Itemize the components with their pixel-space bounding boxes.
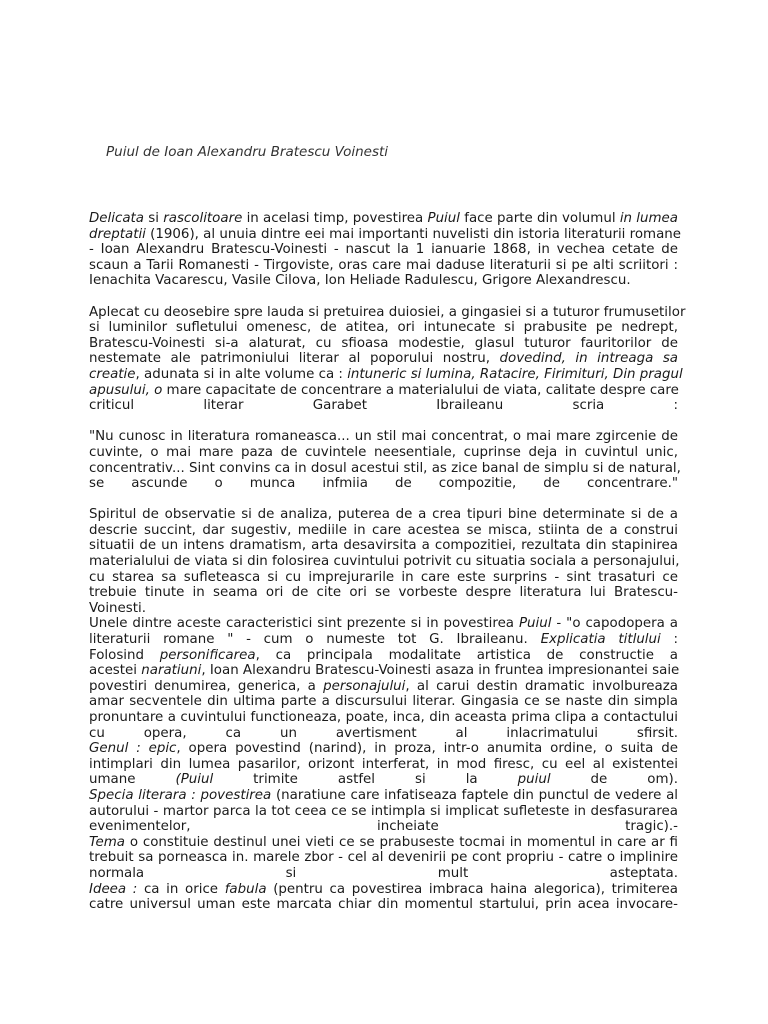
- document-body: [89, 211, 686, 913]
- text-line: [89, 772, 678, 788]
- italic-run: Delicata: [89, 211, 145, 226]
- text-line: [89, 741, 678, 757]
- italic-run: dovedind, in intreaga sa: [499, 351, 679, 367]
- text-run: pronuntare a cuvintului functioneaza, poate, inca, din aceasta prima clipa a contactului: [89, 710, 678, 725]
- text-line: [89, 398, 678, 414]
- text-line: [89, 476, 678, 492]
- text-run: , al carui destin dramatic involbureaza: [405, 678, 678, 694]
- paragraph: [89, 211, 682, 289]
- text-run: Ienachita Vacarescu, Vasile Cilova, Ion Heliade Radulescu, Grigore Alexandrescu.: [89, 273, 631, 289]
- text-line: [89, 304, 686, 321]
- paragraph: [89, 304, 686, 414]
- text-line: [89, 507, 678, 523]
- text-line: [89, 819, 678, 835]
- text-line: [89, 460, 681, 477]
- italic-run: Genul : epic: [89, 741, 177, 757]
- text-run: trimite astfel si la: [213, 772, 518, 788]
- italic-run: intuneric si lumina, Ratacire, Firimituri, Din pragul: [347, 366, 683, 382]
- text-run: , ca principala modalitate artistica de constructie a: [255, 647, 678, 663]
- text-run: nestemate ale patrimoniului literar al poporului nostru,: [89, 351, 500, 367]
- text-run: Unele dintre aceste caracteristici sint prezente si in povestirea: [89, 616, 519, 632]
- text-line: [89, 882, 678, 898]
- text-line: [89, 320, 678, 336]
- text-line: [89, 226, 682, 243]
- text-run: :: [660, 632, 678, 648]
- text-line: [89, 211, 678, 227]
- text-run: "Nu cunosc in literatura romaneasca... un stil mai concentrat, o mai mare zgircenie de: [89, 429, 678, 445]
- text-run: situatii de un intens dramatism, arta desavirsita a compozitiei, rezultata din stapinirea: [89, 538, 678, 554]
- text-run: amar secventele din ultima parte a discursului literar. Gingasia ce se naste din simpla: [89, 694, 678, 710]
- text-run: - "o capodopera a: [551, 616, 678, 632]
- text-run: , opera povestind (narind), in proza, intr-o anumita ordine, o suita de: [176, 741, 679, 757]
- text-run: Voinesti.: [89, 600, 146, 616]
- text-run: Bratescu-Voinesti si-a alaturat, cu sfioasa modestie, glasul tuturor fauritorilor de: [89, 335, 678, 351]
- text-line: [89, 585, 678, 601]
- text-line: [89, 366, 683, 383]
- text-line: [89, 273, 678, 289]
- italic-run: creatie: [89, 366, 136, 382]
- text-run: ca in orice: [137, 881, 225, 897]
- text-run: Spiritul de observatie si de analiza, puterea de a crea tipuri bine determinate si de a: [89, 507, 678, 523]
- italic-run: Specia literara : povestirea: [89, 787, 272, 803]
- text-run: trebuit sa porneasca in. marele zbor - cel al devenirii pe cont propriu - catre o implinire: [89, 850, 678, 866]
- italic-run: naratiuni: [141, 663, 202, 679]
- italic-run: Ideea :: [89, 881, 138, 897]
- text-line: [89, 336, 678, 352]
- text-run: acestei: [89, 663, 142, 679]
- italic-run: personajului: [323, 678, 406, 694]
- text-run: literaturii romane " - cum o numeste tot G. Ibraileanu.: [89, 632, 541, 648]
- text-run: scaun a Tarii Romanesti - Tirgoviste, oras care mai daduse literaturii si pe alti scriitori :: [89, 257, 678, 273]
- text-run: mare capacitate de concentrare a materialului de viata, calitate despre care: [162, 382, 679, 398]
- text-line: [89, 523, 678, 539]
- text-line: [89, 757, 678, 773]
- text-run: concentrativ... Sint convins ca in dosul acestui stil, as zice banal de simplu si de natural,: [89, 460, 681, 476]
- text-run: o constituie destinul unei vieti ce se prabuseste tocmai in momentul in care ar fi: [125, 834, 678, 850]
- italic-run: rascolitoare: [163, 211, 243, 226]
- paragraph: [89, 507, 678, 912]
- text-run: descrie succint, dar sugestiv, mediile in care acestea se misca, stiinta de a construi: [89, 522, 678, 538]
- text-line: [89, 429, 678, 445]
- text-line: [89, 726, 678, 742]
- text-run: intimplari din lumea pasarilor, orizont interferat, in mod firesc, cu eel al existentei: [89, 756, 678, 772]
- italic-run: Explicatia titlului: [540, 632, 661, 648]
- text-line: [89, 538, 678, 554]
- text-line: [89, 383, 678, 399]
- text-run: in acelasi timp, povestirea: [242, 211, 428, 226]
- text-run: si: [144, 211, 164, 226]
- italic-run: personificarea: [159, 647, 256, 663]
- text-run: normala si mult asteptata.: [89, 865, 678, 881]
- text-run: materialului de viata si din folosirea cuvintului potrivit cu situatia sociala a personajului,: [89, 554, 680, 570]
- text-run: povestiri denumirea, generica, a: [89, 678, 324, 694]
- text-run: (pentru ca povestirea imbraca haina alegorica), trimiterea: [266, 881, 678, 897]
- text-run: , adunata si in alte volume ca :: [135, 366, 348, 382]
- text-line: [89, 351, 678, 367]
- paragraph: [89, 429, 681, 492]
- italic-run: (Puiul: [175, 772, 214, 788]
- text-run: cuvinte, o mai mare paza de cuvintele neesentiale, cuprinse deja in cuvintul unic,: [89, 444, 678, 460]
- text-run: catre universul uman este marcata chiar din momentul startului, prin acea invocare-: [89, 897, 678, 913]
- document-title: Puiul de Ioan Alexandru Bratescu Voinesti: [106, 144, 389, 160]
- italic-run: fabula: [224, 881, 267, 897]
- italic-run: dreptatii: [89, 226, 146, 242]
- text-line: [89, 866, 678, 882]
- text-run: evenimentelor, incheiate tragic).-: [89, 819, 678, 835]
- italic-run: Tema: [89, 834, 126, 850]
- italic-run: apusului, o: [89, 382, 163, 398]
- text-line: [89, 835, 678, 851]
- text-line: [89, 601, 678, 617]
- text-run: trebuie tinute in seama ori de cite ori se vorbeste despre literatura lui Bratescu-: [89, 585, 678, 601]
- text-line: [89, 648, 678, 664]
- text-line: [89, 788, 678, 804]
- text-line: [89, 554, 678, 570]
- text-line: [89, 570, 678, 586]
- text-line: [89, 694, 678, 710]
- text-line: [89, 632, 678, 648]
- text-line: [89, 897, 678, 913]
- italic-run: puiul: [517, 772, 551, 788]
- text-run: , Ioan Alexandru Bratescu-Voinesti asaza in fruntea impresionantei saie: [201, 663, 680, 679]
- text-line: [89, 445, 678, 461]
- text-run: - Ioan Alexandru Bratescu-Voinesti - nascut la 1 ianuarie 1868, in vechea cetate de: [89, 242, 678, 258]
- text-run: criticul literar Garabet Ibraileanu scria :: [89, 398, 678, 414]
- text-run: umane: [89, 772, 176, 788]
- text-line: [89, 258, 678, 274]
- text-run: face parte din volumul: [460, 211, 620, 226]
- italic-run: Puiul: [427, 211, 460, 226]
- text-line: [89, 679, 678, 695]
- text-run: Folosind: [89, 647, 160, 663]
- text-line: [89, 242, 678, 258]
- text-run: (naratiune care infatiseaza faptele din punctul de vedere al: [271, 787, 678, 803]
- text-run: se ascunde o munca infmiia de compozitie, de concentrare.": [89, 476, 678, 492]
- italic-run: Puiul: [518, 616, 552, 632]
- italic-run: in lumea: [619, 211, 678, 226]
- text-run: autorului - martor parca la tot ceea ce se intimpla si implicat sufleteste in desfasurarea: [89, 803, 678, 819]
- text-run: (1906), al unuia dintre eei mai importanti nuvelisti din istoria literaturii romane: [145, 226, 682, 242]
- text-line: [89, 710, 678, 726]
- text-run: Aplecat cu deosebire spre lauda si pretuirea duiosiei, a gingasiei si a tuturor frumusetilor: [89, 304, 686, 320]
- text-run: cu starea sa sufleteasca si cu imprejurarile in care este surprins - sint trasaturi ce: [89, 569, 678, 585]
- text-line: [89, 616, 678, 632]
- text-line: [89, 804, 678, 820]
- text-run: cu opera, ca un avertisment al inlacrimatului sfirsit.: [89, 725, 678, 741]
- text-line: [89, 663, 678, 679]
- text-run: de om).: [550, 772, 679, 788]
- text-line: [89, 850, 678, 866]
- text-run: si luminilor sufletului omenesc, de atitea, ori intunecate si prabusite pe nedrept,: [89, 320, 678, 336]
